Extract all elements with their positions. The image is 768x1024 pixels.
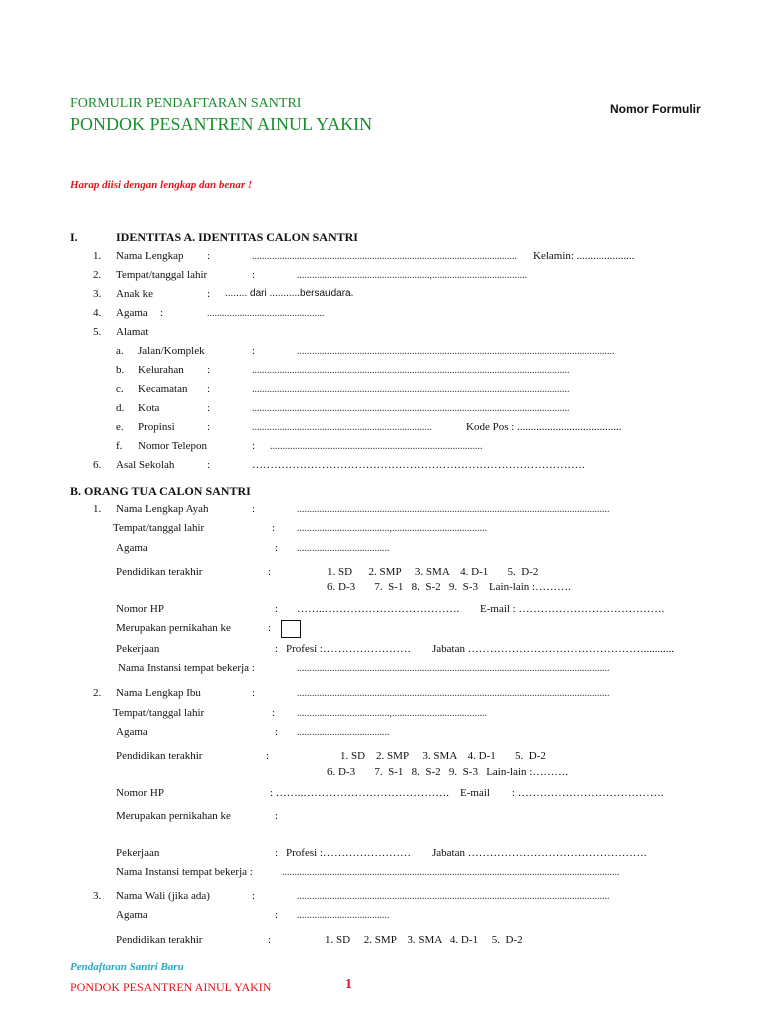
- anak-ke-field[interactable]: ........ dari ...........bersaudara.: [225, 288, 354, 299]
- pendidikan-ibu-label: Pendidikan terakhir: [116, 750, 203, 762]
- school-name: PONDOK PESANTREN AINUL YAKIN: [70, 114, 373, 134]
- nama-ibu-label: Nama Lengkap Ibu: [116, 687, 201, 699]
- anak-ke-label: Anak ke: [116, 288, 153, 300]
- propinsi-label: Propinsi: [138, 421, 175, 433]
- sub-letter: d.: [116, 402, 125, 414]
- colon: :: [207, 364, 211, 376]
- pendidikan-wali-label: Pendidikan terakhir: [116, 934, 203, 946]
- agama-ibu-label: Agama: [116, 726, 148, 738]
- jalan-label: Jalan/Komplek: [138, 345, 205, 357]
- item-number: 4.: [93, 307, 102, 319]
- colon: :: [252, 269, 256, 281]
- agama-wali-label: Agama: [116, 909, 148, 921]
- item-number: 5.: [93, 326, 102, 338]
- colon: :: [268, 622, 272, 634]
- telepon-field[interactable]: .....................................................................................: [270, 441, 483, 452]
- alamat-label: Alamat: [116, 326, 149, 338]
- colon: :: [252, 503, 256, 515]
- item-number: 3.: [93, 288, 102, 300]
- ttl-ibu-label: Tempat/tanggal lahir: [113, 707, 205, 719]
- colon: :: [207, 421, 211, 433]
- colon: :: [275, 847, 279, 859]
- email-ibu-field[interactable]: E-mail : ………………………………….: [460, 787, 664, 799]
- instruction-text: Harap diisi dengan lengkap dan benar !: [70, 179, 253, 191]
- pendidikan-ayah-options-1[interactable]: 1. SD 2. SMP 3. SMA 4. D-1 5. D-2: [327, 566, 539, 578]
- pekerjaan-ibu-label: Pekerjaan: [116, 847, 160, 859]
- item-number: 1.: [93, 503, 102, 515]
- ttl-field[interactable]: .....................................................,......................................: [297, 270, 527, 281]
- item-number: 1.: [93, 250, 102, 262]
- nama-ibu-field[interactable]: .............................................................................................................................: [297, 688, 610, 699]
- kelurahan-label: Kelurahan: [138, 364, 184, 376]
- ttl-ayah-field[interactable]: .....................................,......................................: [297, 523, 487, 534]
- footer-subtitle: Pendaftaran Santri Baru: [70, 961, 184, 973]
- nama-lengkap-field[interactable]: ..........................................................................................................: [252, 251, 517, 262]
- pendidikan-ibu-options-2[interactable]: 6. D-3 7. S-1 8. S-2 9. S-3 Lain-lain :……….: [327, 766, 569, 778]
- instansi-ibu-label: Nama Instansi tempat bekerja :: [116, 866, 253, 878]
- item-number: 6.: [93, 459, 102, 471]
- propinsi-field[interactable]: ........................................................................: [252, 422, 432, 433]
- colon: :: [275, 603, 279, 615]
- colon: :: [207, 383, 211, 395]
- colon: :: [266, 750, 270, 762]
- agama-field[interactable]: ...............................................: [207, 308, 325, 319]
- kelurahan-field[interactable]: ...............................................................................................................................: [252, 365, 570, 376]
- colon: :: [252, 687, 256, 699]
- colon: :: [207, 250, 211, 262]
- ttl-ayah-label: Tempat/tanggal lahir: [113, 522, 205, 534]
- footer-school-name: PONDOK PESANTREN AINUL YAKIN: [70, 980, 272, 994]
- colon: :: [268, 934, 272, 946]
- hp-ibu-label: Nomor HP: [116, 787, 164, 799]
- hp-ayah-label: Nomor HP: [116, 603, 164, 615]
- colon: :: [252, 440, 256, 452]
- pendidikan-ayah-label: Pendidikan terakhir: [116, 566, 203, 578]
- page-number: 1: [345, 977, 352, 992]
- jalan-field[interactable]: ...............................................................................................................................: [297, 346, 615, 357]
- colon: :: [268, 566, 272, 578]
- nama-ayah-label: Nama Lengkap Ayah: [116, 503, 209, 515]
- profesi-ayah-field[interactable]: Profesi :……………………: [286, 643, 411, 655]
- colon: :: [207, 402, 211, 414]
- telepon-label: Nomor Telepon: [138, 440, 207, 452]
- profesi-ibu-field[interactable]: Profesi :……………………: [286, 847, 411, 859]
- kode-pos-field[interactable]: Kode Pos : ......................................: [466, 421, 622, 433]
- nama-wali-label: Nama Wali (jika ada): [116, 890, 210, 902]
- pendidikan-ayah-options-2[interactable]: 6. D-3 7. S-1 8. S-2 9. S-3 Lain-lain :……….: [327, 581, 571, 593]
- kota-label: Kota: [138, 402, 160, 414]
- pernikahan-ayah-box[interactable]: [281, 620, 301, 638]
- email-ayah-field[interactable]: E-mail : ………………………………….: [480, 603, 665, 615]
- instansi-ibu-field[interactable]: .......................................................................................................................................: [282, 867, 620, 878]
- ttl-ibu-field[interactable]: .....................................,......................................: [297, 708, 487, 719]
- ttl-label: Tempat/tanggal lahir: [116, 269, 208, 281]
- agama-ayah-field[interactable]: .....................................: [297, 543, 390, 554]
- section-i-number: I.: [70, 230, 78, 244]
- colon: :: [275, 726, 279, 738]
- item-number: 3.: [93, 890, 102, 902]
- nama-ayah-field[interactable]: .............................................................................................................................: [297, 504, 610, 515]
- colon: :: [275, 810, 279, 822]
- kelamin-field[interactable]: Kelamin: .....................: [533, 250, 635, 262]
- pendidikan-wali-options-1[interactable]: 1. SD 2. SMP 3. SMA 4. D-1 5. D-2: [325, 934, 523, 946]
- pernikahan-ayah-label: Merupakan pernikahan ke: [116, 622, 231, 634]
- agama-ibu-field[interactable]: .....................................: [297, 727, 390, 738]
- sub-letter: e.: [116, 421, 124, 433]
- asal-sekolah-field[interactable]: ……………………………………………………………………………….: [252, 459, 585, 471]
- item-number: 2.: [93, 269, 102, 281]
- nama-lengkap-label: Nama Lengkap: [116, 250, 184, 262]
- instansi-ayah-field[interactable]: .............................................................................................................................: [297, 663, 610, 674]
- colon: :: [275, 643, 279, 655]
- colon: :: [272, 522, 276, 534]
- hp-ibu-field[interactable]: : ……..………………………………….: [270, 787, 450, 799]
- kota-field[interactable]: ...............................................................................................................................: [252, 403, 570, 414]
- agama-wali-field[interactable]: .....................................: [297, 910, 390, 921]
- colon: :: [252, 890, 256, 902]
- jabatan-ayah-field[interactable]: Jabatan …………………………………………...........: [432, 643, 674, 655]
- kecamatan-field[interactable]: ...............................................................................................................................: [252, 384, 570, 395]
- asal-sekolah-label: Asal Sekolah: [116, 459, 175, 471]
- item-number: 2.: [93, 687, 102, 699]
- form-number-label: Nomor Formulir: [610, 102, 701, 116]
- pendidikan-ibu-options-1[interactable]: 1. SD 2. SMP 3. SMA 4. D-1 5. D-2: [340, 750, 546, 762]
- colon: :: [207, 459, 211, 471]
- pekerjaan-ayah-label: Pekerjaan: [116, 643, 160, 655]
- colon: :: [252, 345, 256, 357]
- pernikahan-ibu-label: Merupakan pernikahan ke: [116, 810, 231, 822]
- colon: :: [275, 542, 279, 554]
- colon: :: [275, 909, 279, 921]
- colon: :: [272, 707, 276, 719]
- section-b-title: B. ORANG TUA CALON SANTRI: [70, 484, 251, 498]
- section-i-title: IDENTITAS A. IDENTITAS CALON SANTRI: [116, 230, 358, 244]
- nama-wali-field[interactable]: .............................................................................................................................: [297, 891, 610, 902]
- jabatan-ibu-field[interactable]: Jabatan ………………………………………….: [432, 847, 647, 859]
- sub-letter: c.: [116, 383, 124, 395]
- colon: :: [160, 307, 164, 319]
- instansi-ayah-label: Nama Instansi tempat bekerja :: [118, 662, 255, 674]
- sub-letter: a.: [116, 345, 124, 357]
- sub-letter: b.: [116, 364, 125, 376]
- colon: :: [207, 288, 211, 300]
- sub-letter: f.: [116, 440, 123, 452]
- form-title: FORMULIR PENDAFTARAN SANTRI: [70, 96, 302, 111]
- agama-label: Agama: [116, 307, 148, 319]
- kecamatan-label: Kecamatan: [138, 383, 188, 395]
- agama-ayah-label: Agama: [116, 542, 148, 554]
- hp-ayah-field[interactable]: ……..……………………………….: [297, 603, 460, 615]
